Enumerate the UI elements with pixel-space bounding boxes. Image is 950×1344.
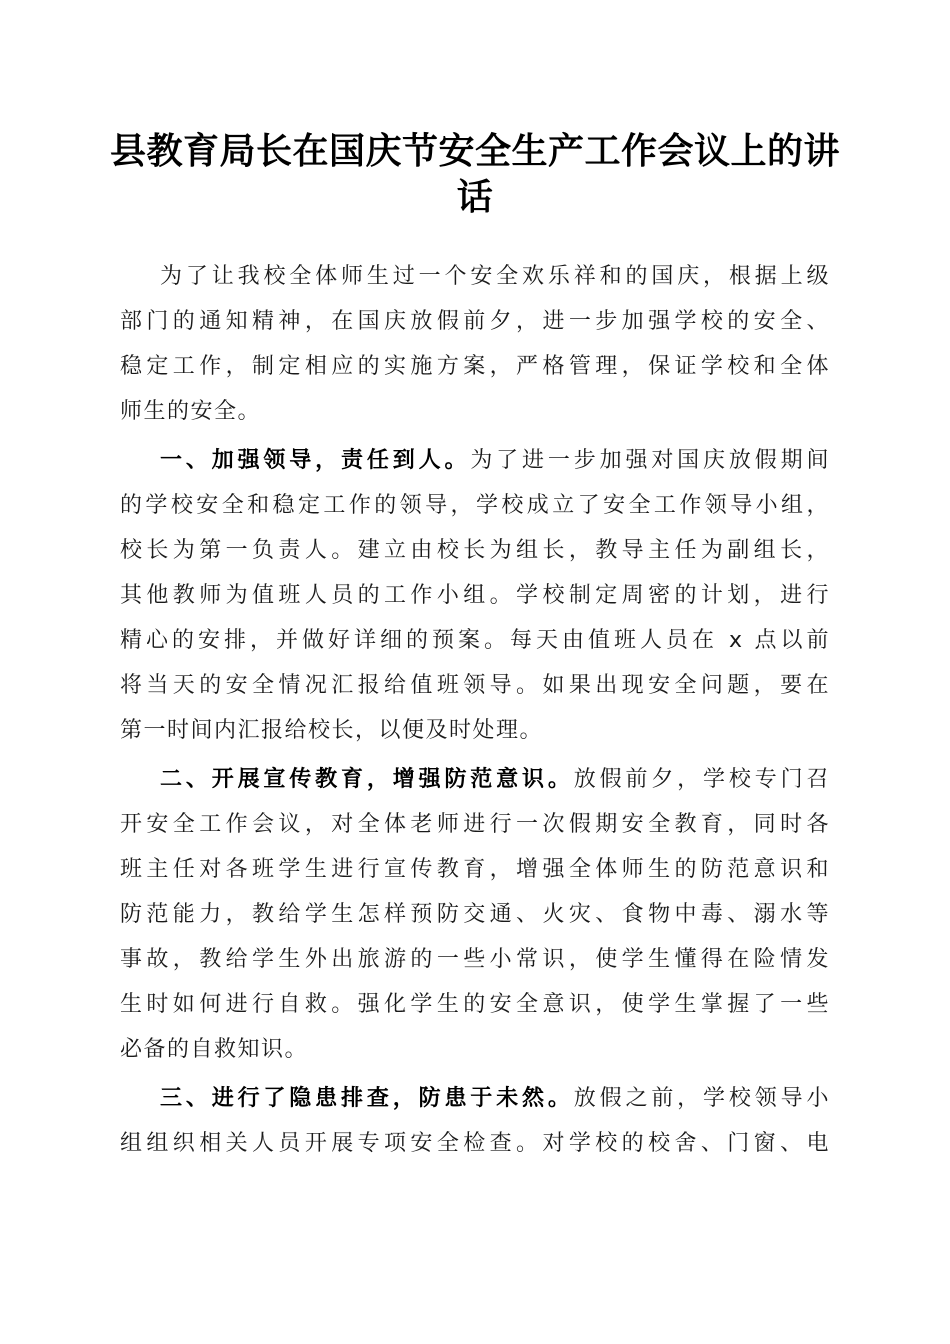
paragraph-line: 第一时间内汇报给校长，以便及时处理。 <box>120 718 544 743</box>
paragraph-line: 班主任对各班学生进行宣传教育，增强全体师生的防范意识和 <box>120 857 830 882</box>
paragraph-line <box>120 1076 830 1121</box>
paragraph-line: 防范能力，教给学生怎样预防交通、火灾、食物中毒、溺水等 <box>120 902 830 927</box>
paragraph-line: 开安全工作会议，对全体老师进行一次假期安全教育，同时各 <box>120 812 830 837</box>
paragraph-line: 部门的通知精神，在国庆放假前夕，进一步加强学校的安全、 <box>120 309 830 334</box>
section-1-paragraph <box>120 438 830 753</box>
title-line-2: 话 <box>456 176 494 218</box>
section-3-heading: 三、进行了隐患排查，防患于未然。 <box>160 1086 574 1111</box>
section-1-first-line-text: 为了进一步加强对国庆放假期间 <box>470 448 830 473</box>
section-2-first-line-text: 放假前夕，学校专门召 <box>573 767 830 792</box>
document-body <box>120 254 830 1170</box>
paragraph-line: 师生的安全。 <box>120 399 262 424</box>
paragraph-line: 组组织相关人员开展专项安全检查。对学校的校舍、门窗、电 <box>120 1131 830 1156</box>
paragraph-line: 的学校安全和稳定工作的领导，学校成立了安全工作领导小组， <box>120 493 830 518</box>
paragraph-line: 将当天的安全情况汇报给值班领导。如果出现安全问题，要在 <box>120 673 830 698</box>
section-2-heading: 二、开展宣传教育，增强防范意识。 <box>160 767 574 792</box>
paragraph-line: 为了让我校全体师生过一个安全欢乐祥和的国庆，根据上级 <box>160 264 830 289</box>
paragraph-line: 其他教师为值班人员的工作小组。学校制定周密的计划，进行 <box>120 583 830 608</box>
section-2-paragraph <box>120 757 830 1072</box>
paragraph-line <box>120 438 830 483</box>
section-1-heading: 一、加强领导，责任到人。 <box>160 448 471 473</box>
intro-paragraph <box>120 254 830 434</box>
section-3-paragraph <box>120 1076 830 1166</box>
document-title <box>100 128 850 220</box>
paragraph-line <box>120 757 830 802</box>
paragraph-line: 生时如何进行自救。强化学生的安全意识，使学生掌握了一些 <box>120 992 830 1017</box>
title-line-1: 县教育局长在国庆节安全生产工作会议上的讲 <box>109 130 840 172</box>
paragraph-line: 必备的自救知识。 <box>120 1037 309 1062</box>
paragraph-line: 事故，教给学生外出旅游的一些小常识，使学生懂得在险情发 <box>120 947 830 972</box>
paragraph-line: 稳定工作，制定相应的实施方案，严格管理，保证学校和全体 <box>120 354 830 379</box>
paragraph-line: 精心的安排，并做好详细的预案。每天由值班人员在 x 点以前 <box>120 628 830 653</box>
paragraph-line: 校长为第一负责人。建立由校长为组长，教导主任为副组长， <box>120 538 830 563</box>
section-3-first-line-text: 放假之前，学校领导小 <box>573 1086 830 1111</box>
